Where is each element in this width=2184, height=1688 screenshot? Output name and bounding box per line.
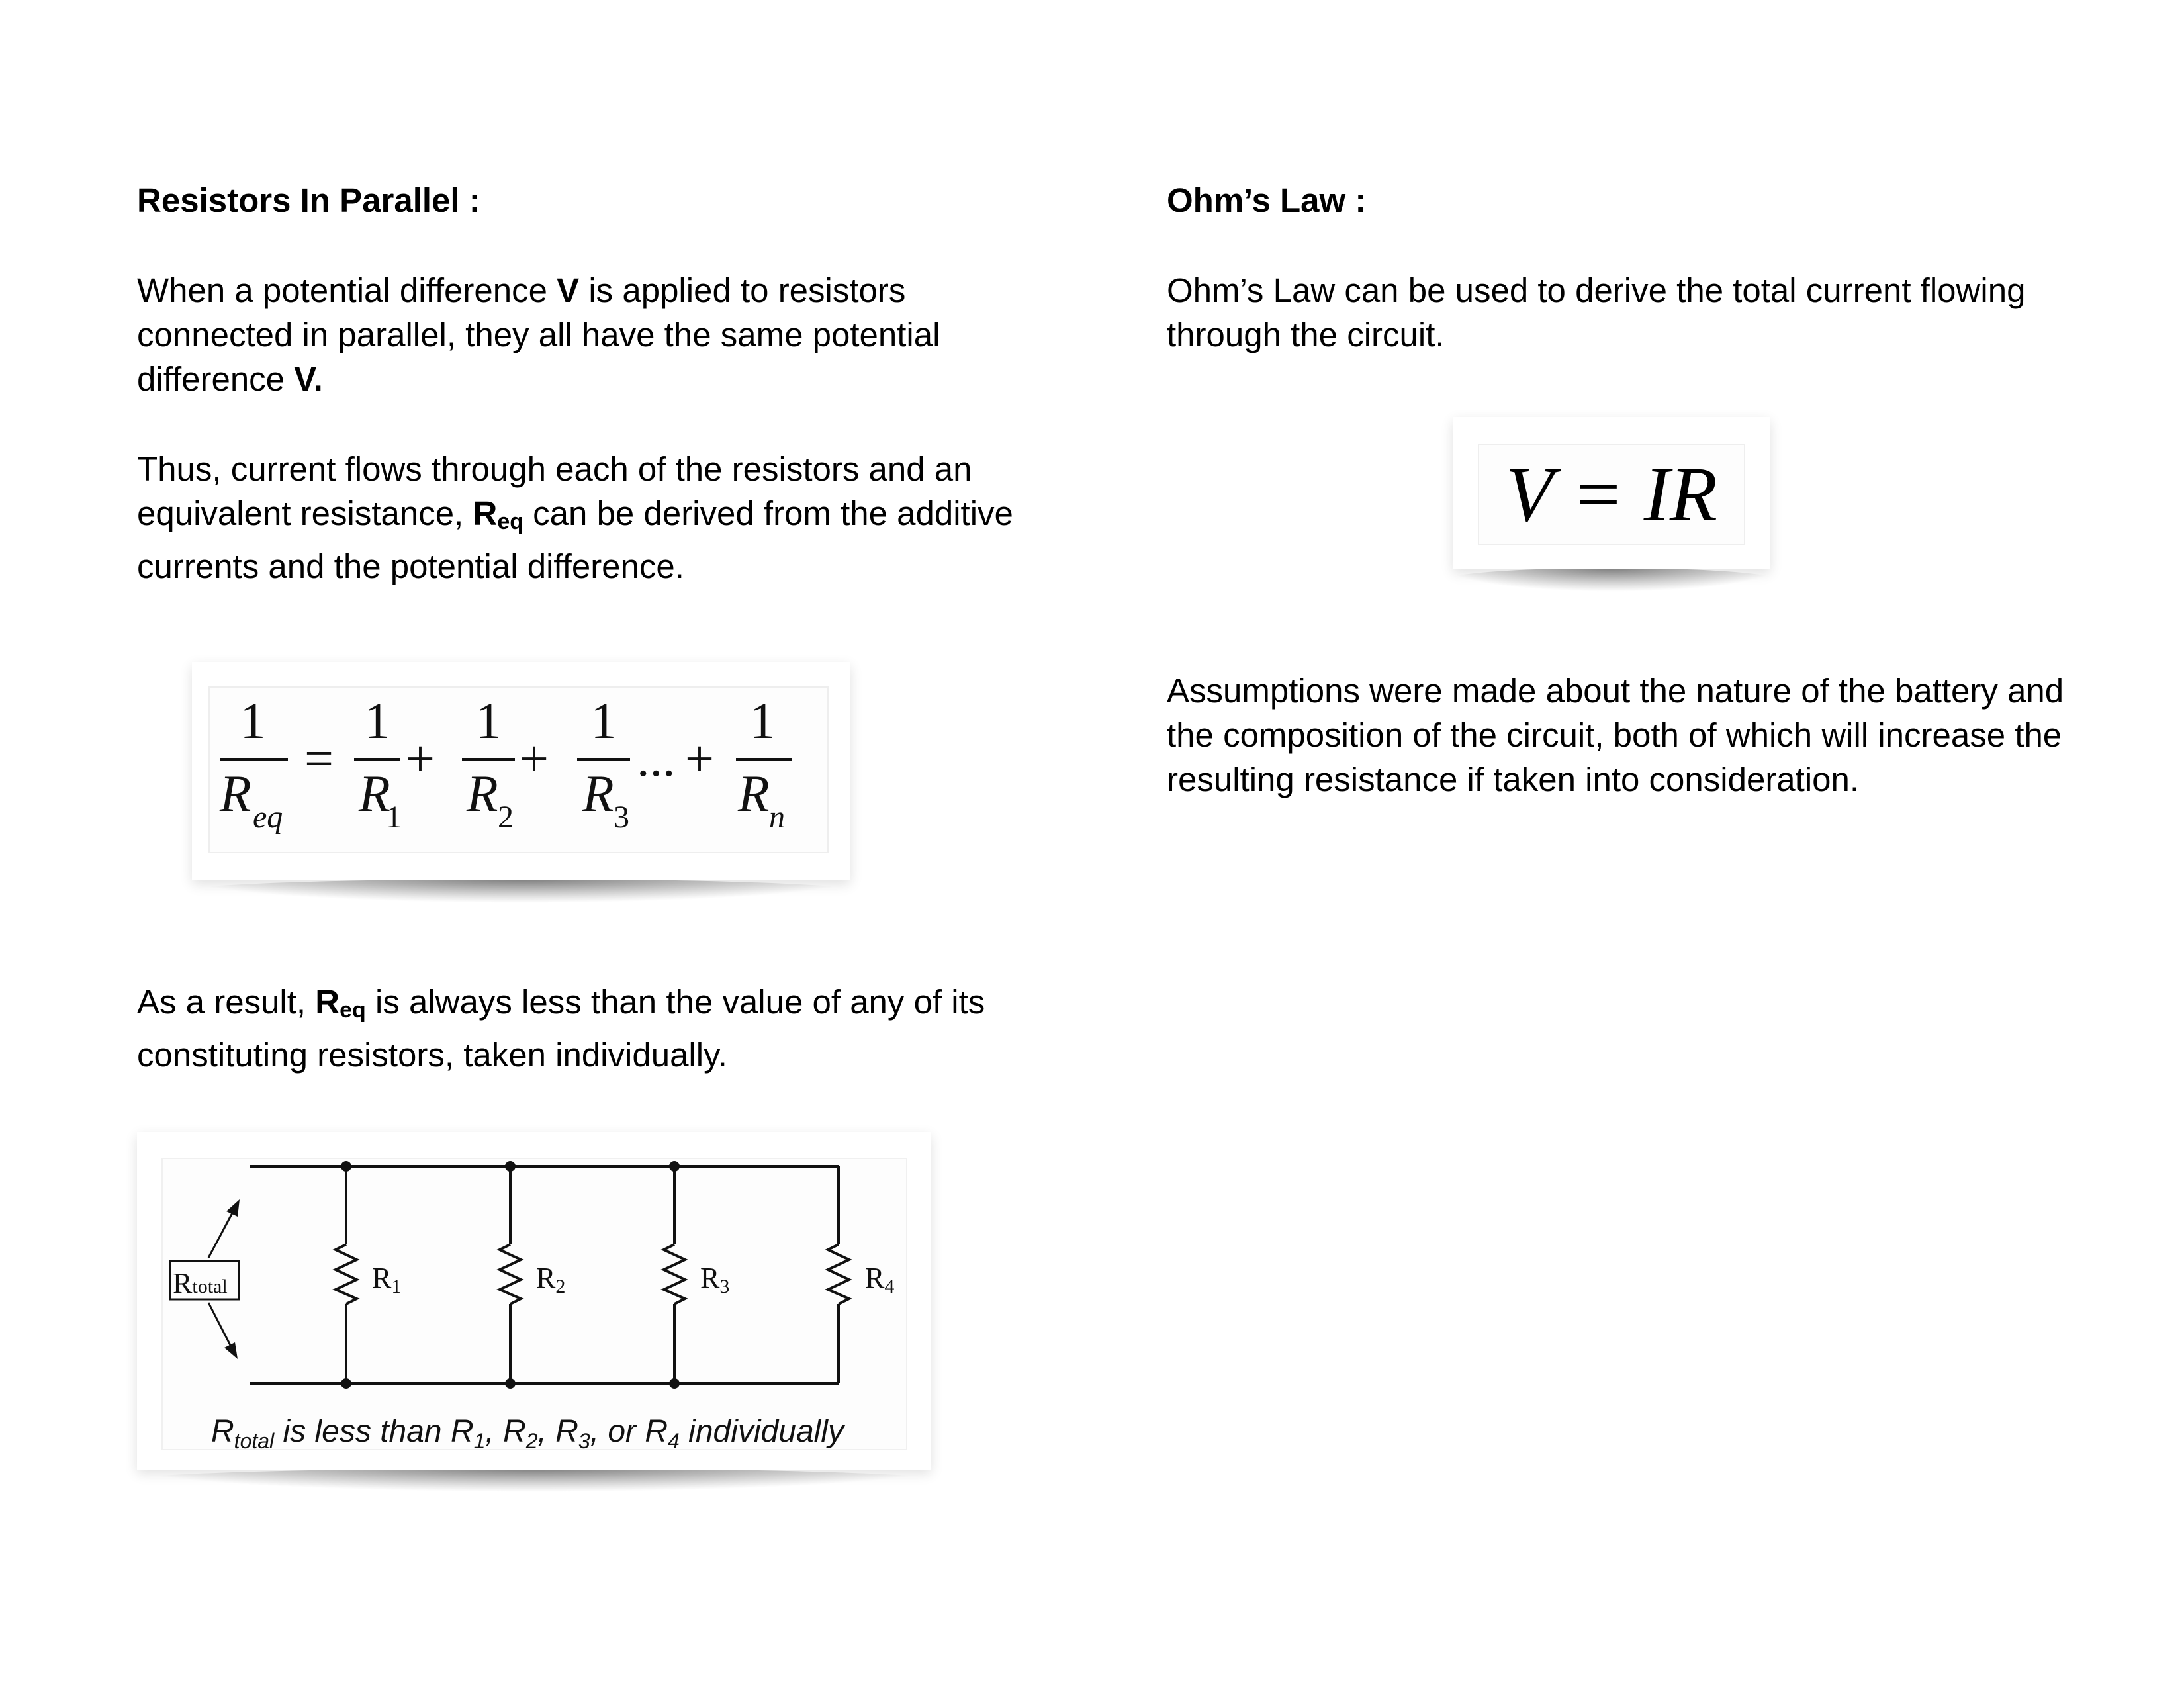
formula-term-1-r: R [359, 765, 390, 822]
circuit-caption: $R_{total}$ is less than $R_1$, $R_2$, $R_3$, or $R_4$ individually [211, 1414, 844, 1453]
formula-term-n-sub: n [769, 800, 785, 835]
circuit-diagram [137, 1132, 931, 1470]
parallel-paragraph-1: When a potential difference V is applied to resistors connected in parallel, they all have the same potential difference V. [137, 271, 940, 398]
ohms-law-paragraph-2: Assumptions were made about the nature of the battery and the composition of the circuit, both of which will increase the resulting resistance if taken into consideration. [1167, 672, 2064, 798]
parallel-paragraph-2: Thus, current flows through each of the resistors and an equivalent resistance, $R_{eq}$ can be derived from the additive currents and the potential difference. [137, 450, 1013, 585]
parallel-title: Resistors In Parallel : [137, 181, 480, 219]
ohms-law-title: Ohm’s Law : [1167, 181, 1367, 219]
ohms-law-formula-card [1453, 417, 1770, 569]
parallel-formula [192, 662, 850, 880]
formula-term-n-numerator: 1 [749, 692, 776, 749]
parallel-paragraph-3: As a result, $R_{eq}$ is always less than the value of any of its constituting resistors, taken individually. [137, 983, 985, 1074]
formula-term-3-sub: 3 [614, 800, 629, 835]
resistor-r4-label: R4 [865, 1262, 895, 1297]
circuit-diagram-card [137, 1132, 931, 1470]
formula-term-1-sub: 1 [386, 800, 402, 835]
formula-term-1-numerator: 1 [364, 692, 390, 749]
resistor-r1-label: R1 [372, 1262, 402, 1297]
formula-plus-1: + [406, 729, 435, 787]
formula-term-2-numerator: 1 [475, 692, 502, 749]
left-column [137, 179, 1064, 588]
formula-term-3-numerator: 1 [590, 692, 617, 749]
resistor-r3-label: R3 [700, 1262, 730, 1297]
formula-plus-3: + [685, 729, 714, 787]
right-column [1167, 179, 2093, 357]
resistor-r2-label: R2 [536, 1262, 566, 1297]
formula-term-3-r: R [582, 765, 614, 822]
formula-term-2-r: R [467, 765, 498, 822]
formula-lhs-r: R [220, 765, 251, 822]
parallel-formula-card [192, 662, 850, 880]
formula-ellipsis: ... [637, 729, 676, 787]
ohms-law-formula: V = IR [1478, 444, 1745, 545]
formula-lhs-sub: eq [253, 800, 283, 835]
formula-term-2-sub: 2 [498, 800, 514, 835]
formula-numerator: 1 [240, 692, 266, 749]
formula-equals: = [304, 729, 334, 787]
formula-plus-2: + [520, 729, 549, 787]
formula-term-n-r: R [738, 765, 770, 822]
ohms-law-paragraph-1: Ohm’s Law can be used to derive the total current flowing through the circuit. [1167, 271, 2026, 353]
rtotal-label: Rtotal [173, 1267, 228, 1299]
